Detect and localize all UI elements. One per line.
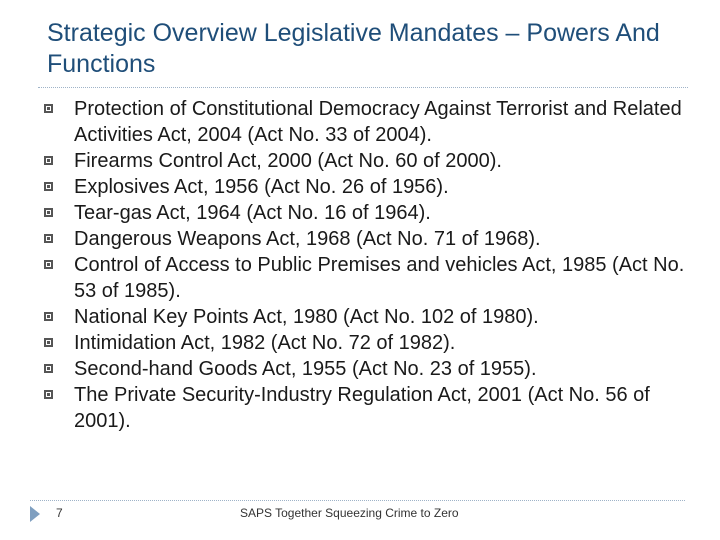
square-bullet-icon: [44, 182, 53, 191]
list-item-text: Intimidation Act, 1982 (Act No. 72 of 1982).: [74, 332, 456, 354]
square-bullet-icon: [44, 234, 53, 243]
list-item-text: Dangerous Weapons Act, 1968 (Act No. 71 of 1968).: [74, 228, 541, 250]
page-number: 7: [56, 506, 63, 520]
list-item-text: Explosives Act, 1956 (Act No. 26 of 1956).: [74, 176, 449, 198]
square-bullet-icon: [44, 260, 53, 269]
list-item: [44, 304, 694, 330]
square-bullet-icon: [44, 390, 53, 399]
footer-divider: [30, 500, 685, 501]
list-item-text: Control of Access to Public Premises and vehicles Act, 1985 (Act No. 53 of 1985).: [74, 254, 685, 302]
list-item: [44, 226, 694, 252]
square-bullet-icon: [44, 208, 53, 217]
square-bullet-icon: [44, 104, 53, 113]
bullet-list: [44, 96, 694, 434]
slide-title: Strategic Overview Legislative Mandates – Powers And Functions: [47, 19, 660, 78]
square-bullet-icon: [44, 364, 53, 373]
list-item-text: Tear-gas Act, 1964 (Act No. 16 of 1964).: [74, 202, 431, 224]
list-item: [44, 200, 694, 226]
list-item: [44, 252, 694, 304]
list-item: [44, 330, 694, 356]
title-divider: [38, 87, 688, 88]
list-item-text: Protection of Constitutional Democracy Against Terrorist and Related Activities Act, 2004 (Act No. 33 of 2004).: [74, 98, 682, 146]
square-bullet-icon: [44, 312, 53, 321]
triangle-marker-icon: [30, 506, 40, 522]
square-bullet-icon: [44, 338, 53, 347]
square-bullet-icon: [44, 156, 53, 165]
list-item: [44, 356, 694, 382]
list-item-text: The Private Security-Industry Regulation Act, 2001 (Act No. 56 of 2001).: [74, 384, 650, 432]
footer-slogan: SAPS Together Squeezing Crime to Zero: [240, 506, 459, 520]
list-item-text: National Key Points Act, 1980 (Act No. 102 of 1980).: [74, 306, 539, 328]
list-item: [44, 382, 694, 434]
list-item: [44, 96, 694, 148]
list-item-text: Firearms Control Act, 2000 (Act No. 60 of 2000).: [74, 150, 502, 172]
list-item: [44, 174, 694, 200]
list-item: [44, 148, 694, 174]
list-item-text: Second-hand Goods Act, 1955 (Act No. 23 of 1955).: [74, 358, 537, 380]
